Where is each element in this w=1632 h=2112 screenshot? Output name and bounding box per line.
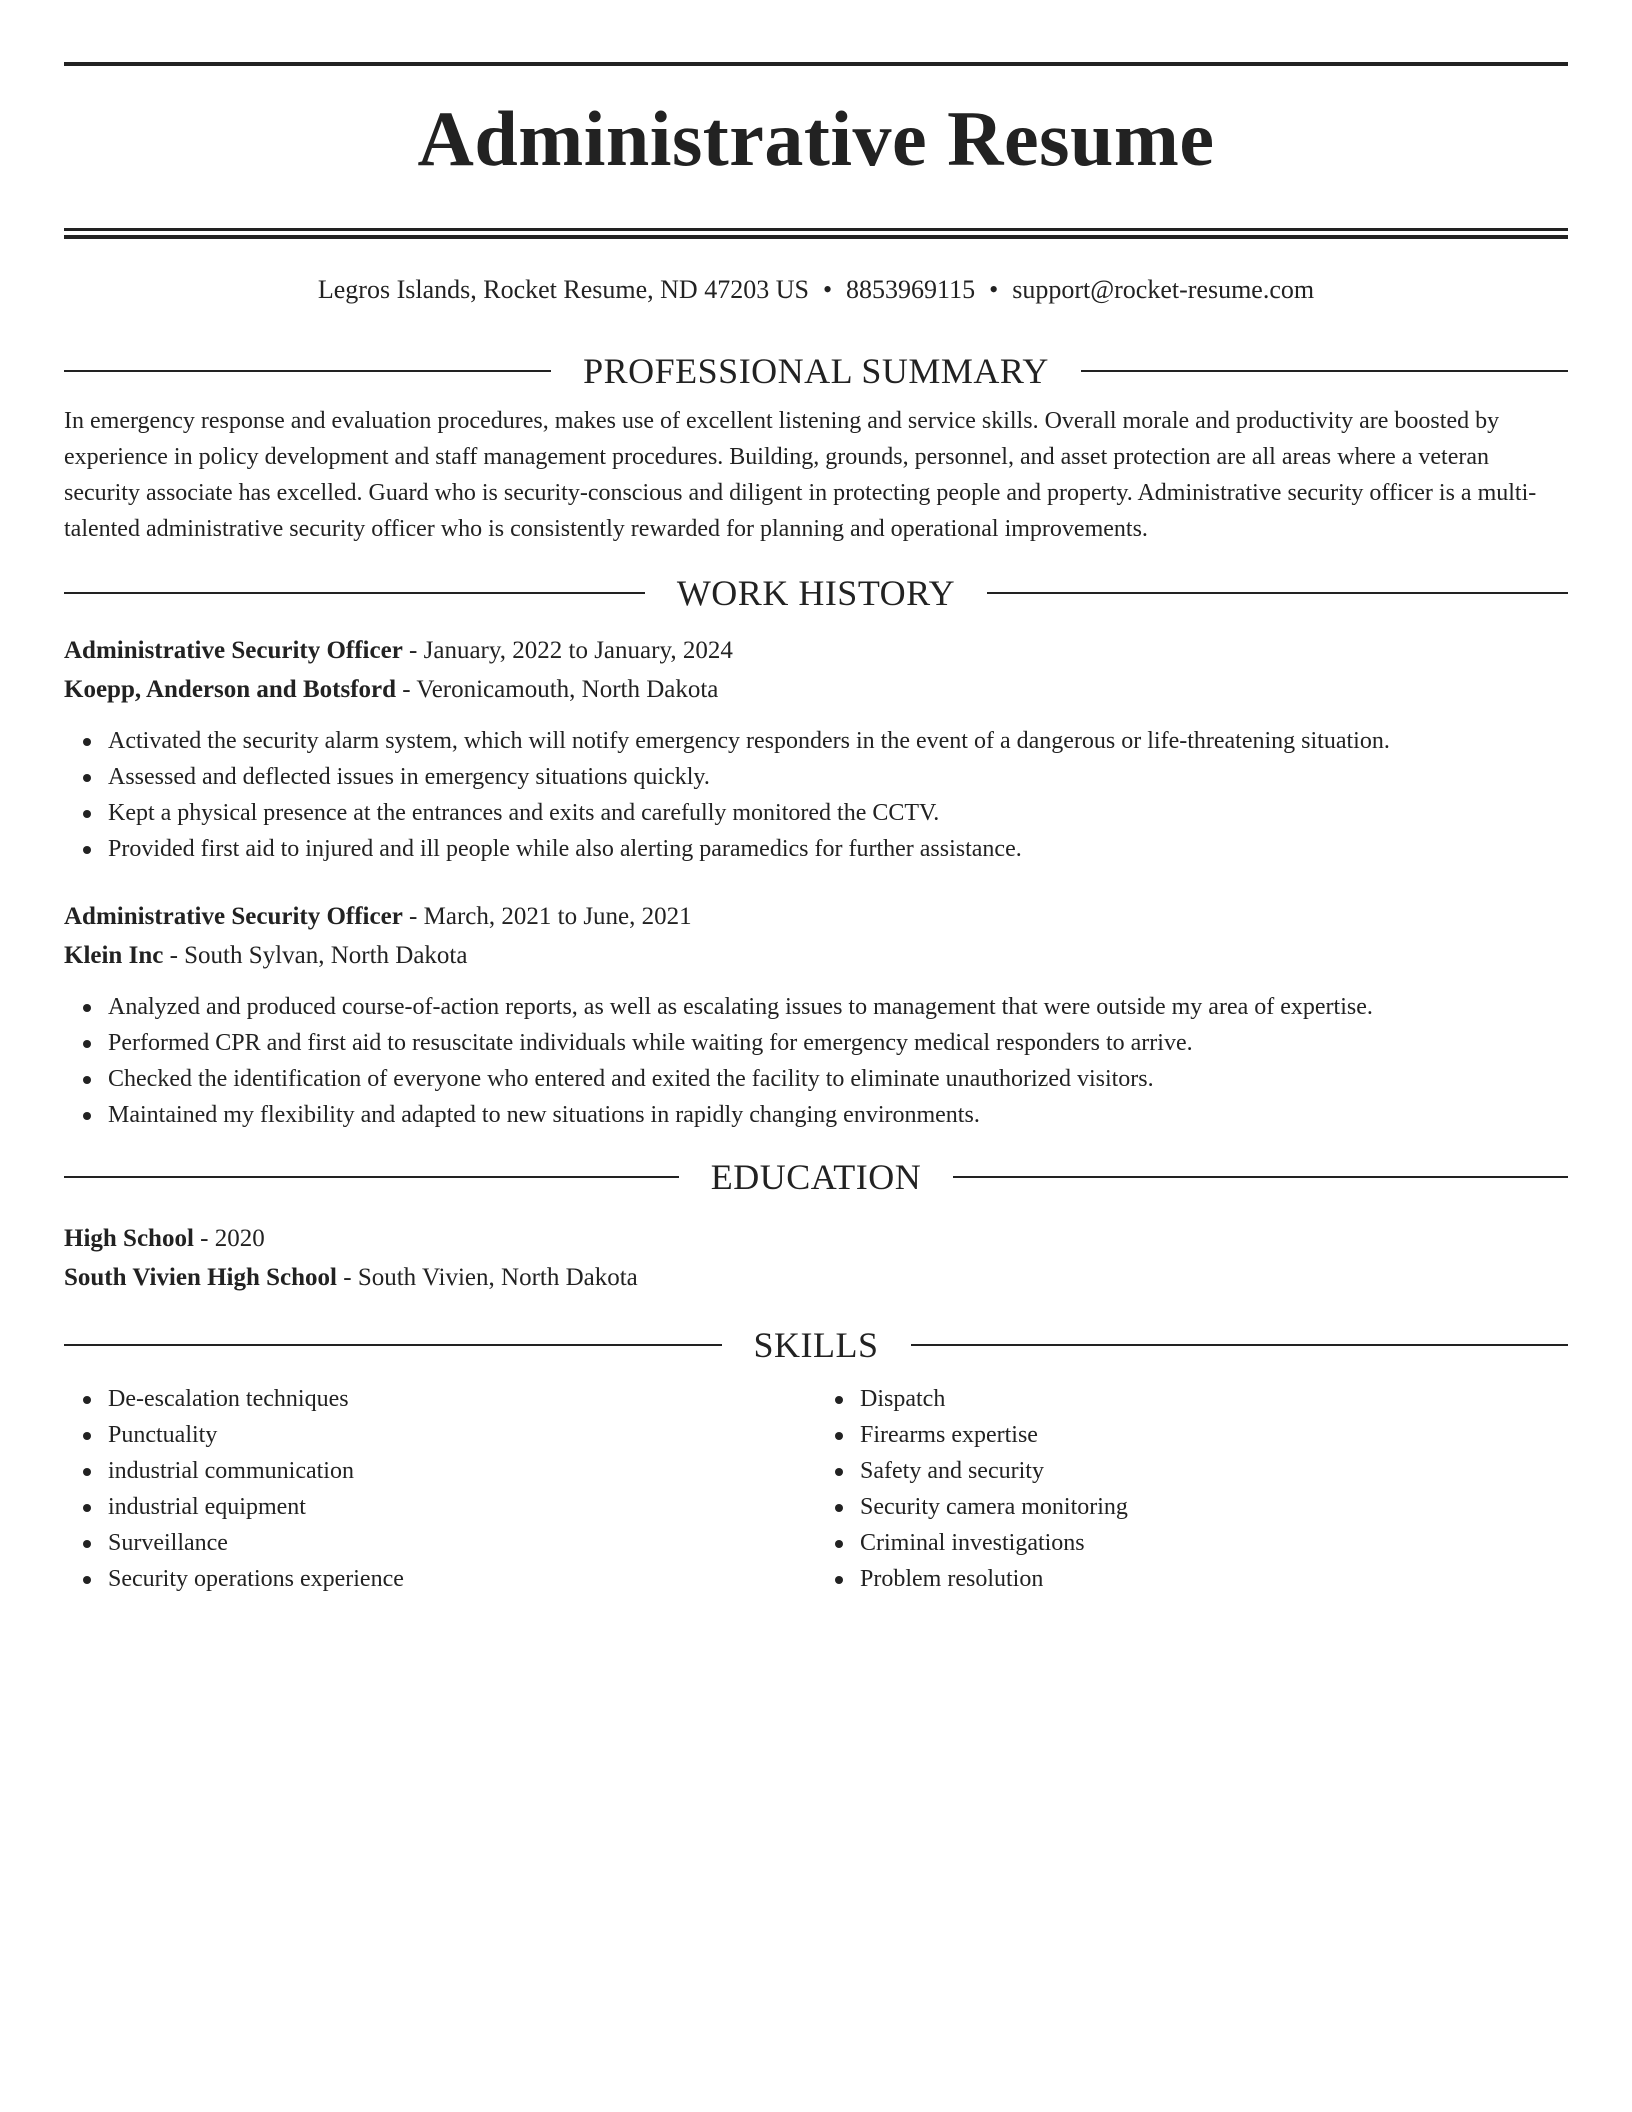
section-heading-work: [64, 575, 1568, 611]
contact-address: Legros Islands, Rocket Resume, ND 47203 US: [317, 275, 809, 304]
section-title: EDUCATION: [710, 1157, 922, 1197]
contact-separator: •: [989, 275, 999, 304]
job-title-line: [64, 897, 1568, 936]
education-entry: [64, 1219, 1568, 1297]
heading-rule-left: [64, 370, 551, 372]
contact-email: support@rocket-resume.com: [1012, 275, 1315, 304]
list-item: Performed CPR and first aid to resuscitate individuals while waiting for emergency medical responders to arrive.: [108, 1025, 1568, 1061]
heading-rule-right: [911, 1344, 1569, 1346]
contact-separator: •: [822, 275, 833, 304]
heading-rule-right: [1081, 370, 1568, 372]
list-item: Assessed and deflected issues in emergency situations quickly.: [108, 759, 1568, 795]
section-heading-summary: [64, 353, 1568, 389]
skills-column-left: [64, 1381, 816, 1597]
education-location: - South Vivien, North Dakota: [337, 1264, 638, 1291]
heading-rule-left: [64, 592, 645, 594]
education-degree-line: [64, 1219, 1568, 1258]
title-double-rule: [64, 228, 1568, 239]
skill-item: Punctuality: [108, 1417, 816, 1453]
job-title-line: [64, 631, 1568, 670]
contact-line: [64, 275, 1568, 305]
top-rule: [64, 62, 1568, 66]
job-entry: [64, 631, 1568, 867]
skill-item: Surveillance: [108, 1525, 816, 1561]
skills-column-right: [816, 1381, 1568, 1597]
list-item: Activated the security alarm system, which will notify emergency responders in the event of a dangerous or life-threatening situation.: [108, 723, 1568, 759]
skill-item: Dispatch: [860, 1381, 1568, 1417]
job-bullets: [64, 989, 1568, 1133]
skill-item: Security camera monitoring: [860, 1489, 1568, 1525]
skill-item: Problem resolution: [860, 1561, 1568, 1597]
heading-rule-left: [64, 1176, 679, 1178]
job-title: Administrative Security Officer: [64, 903, 403, 930]
education-school: South Vivien High School: [64, 1264, 337, 1291]
job-entry: [64, 897, 1568, 1133]
section-title: WORK HISTORY: [676, 573, 956, 613]
list-item: Analyzed and produced course-of-action reports, as well as escalating issues to management that were outside my area of expertise.: [108, 989, 1568, 1025]
skill-item: Security operations experience: [108, 1561, 816, 1597]
skill-item: industrial equipment: [108, 1489, 816, 1525]
heading-rule-left: [64, 1344, 722, 1346]
job-location: - Veronicamouth, North Dakota: [396, 676, 719, 703]
contact-phone: 8853969115: [846, 275, 976, 304]
job-dates: - March, 2021 to June, 2021: [402, 903, 692, 930]
skill-item: De-escalation techniques: [108, 1381, 816, 1417]
section-heading-education: [64, 1159, 1568, 1195]
section-title: SKILLS: [753, 1325, 879, 1365]
job-bullets: [64, 723, 1568, 867]
skill-item: Safety and security: [860, 1453, 1568, 1489]
job-dates: - January, 2022 to January, 2024: [402, 637, 733, 664]
list-item: Provided first aid to injured and ill people while also alerting paramedics for further assistance.: [108, 831, 1568, 867]
summary-text: In emergency response and evaluation procedures, makes use of excellent listening and service skills. Overall morale and productivity are boosted by experience in policy development and staff management procedures. Building, grounds, personnel, and asset protection are all areas where a veteran security associate has excelled. Guard who is security-conscious and diligent in protecting people and property. Administrative security officer is a multi-talented administrative security officer who is consistently rewarded for planning and operational improvements.: [64, 408, 1537, 542]
skill-item: Firearms expertise: [860, 1417, 1568, 1453]
heading-rule-right: [953, 1176, 1568, 1178]
section-heading-skills: [64, 1327, 1568, 1363]
resume-title: Administrative Resume: [417, 95, 1215, 182]
list-item: Kept a physical presence at the entrances and exits and carefully monitored the CCTV.: [108, 795, 1568, 831]
job-company-line: [64, 936, 1568, 975]
skill-item: industrial communication: [108, 1453, 816, 1489]
education-degree: High School: [64, 1225, 194, 1252]
skill-item: Criminal investigations: [860, 1525, 1568, 1561]
list-item: Checked the identification of everyone who entered and exited the facility to eliminate unauthorized visitors.: [108, 1061, 1568, 1097]
education-school-line: [64, 1258, 1568, 1297]
list-item: Maintained my flexibility and adapted to new situations in rapidly changing environments.: [108, 1097, 1568, 1133]
job-company: Klein Inc: [64, 942, 164, 969]
job-location: - South Sylvan, North Dakota: [163, 942, 468, 969]
education-year: - 2020: [193, 1225, 265, 1252]
job-company: Koepp, Anderson and Botsford: [64, 676, 397, 703]
skills-list: [64, 1381, 1568, 1597]
section-title: PROFESSIONAL SUMMARY: [583, 351, 1049, 391]
job-title: Administrative Security Officer: [64, 637, 403, 664]
job-company-line: [64, 670, 1568, 709]
heading-rule-right: [987, 592, 1568, 594]
